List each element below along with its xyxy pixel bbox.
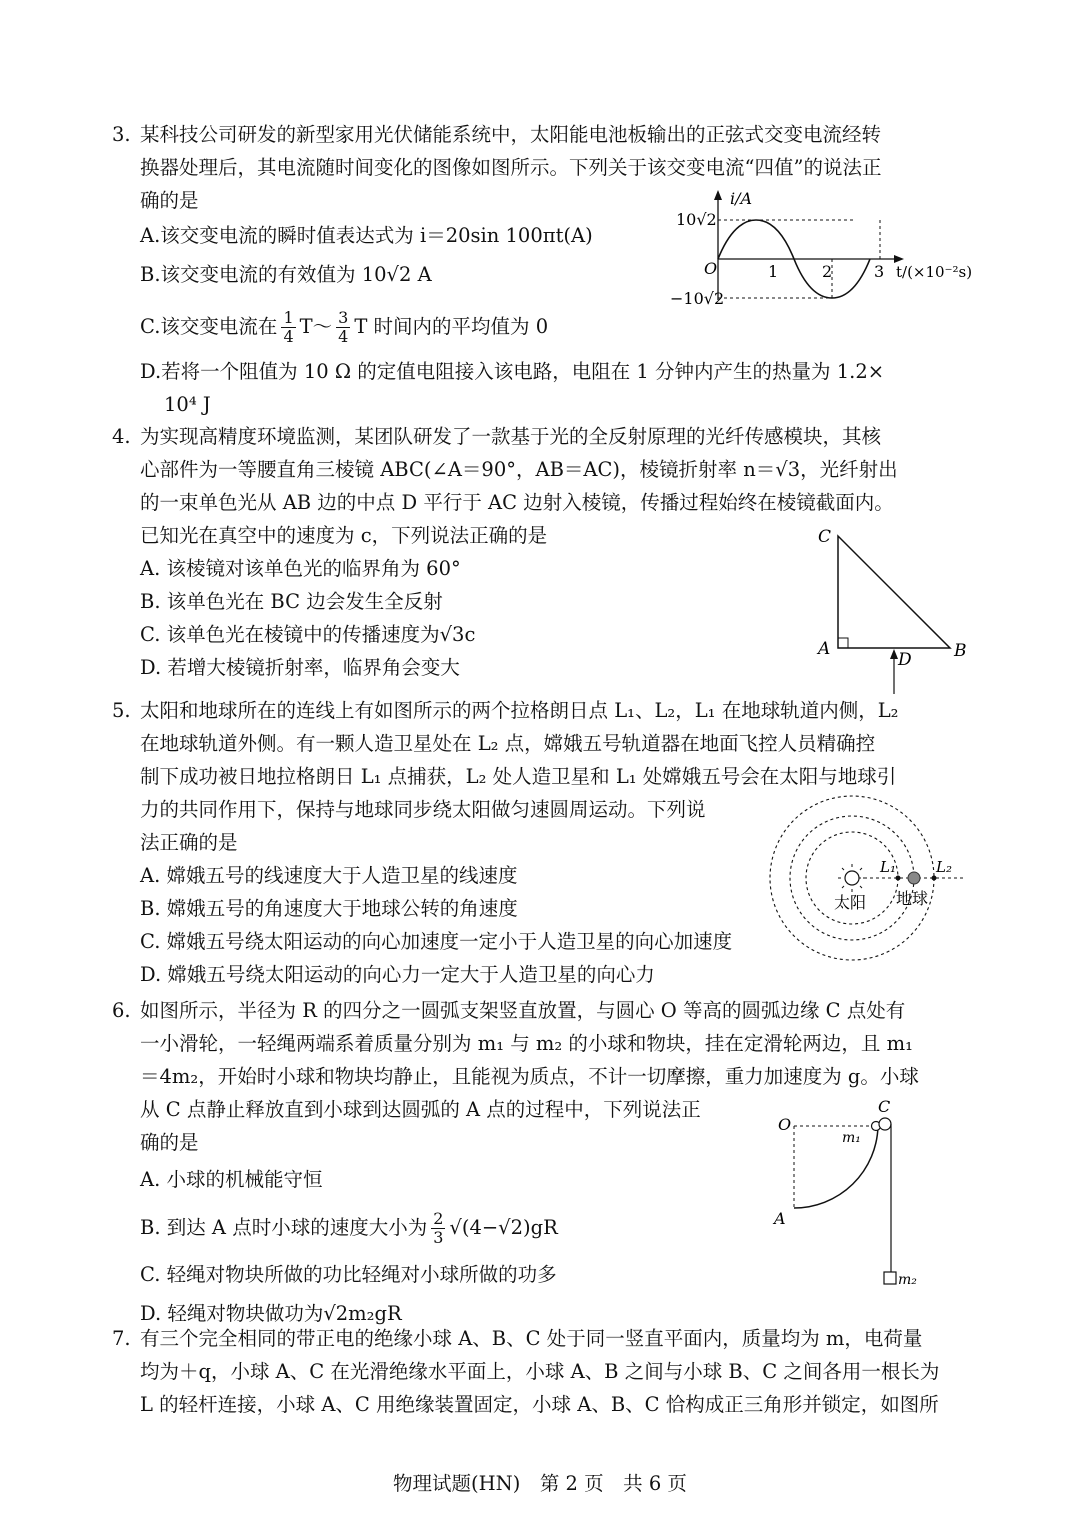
q6-stem-line-2: 一小滑轮，一轻绳两端系着质量分别为 m₁ 与 m₂ 的小球和物块，挂在定滑轮两边，且 m₁ [140, 1032, 913, 1055]
page-footer: 物理试题(HN) 第 2 页 共 6 页 [393, 1472, 687, 1495]
label-d: D [898, 650, 912, 670]
q3-option-a: A.该交变电流的瞬时值表达式为 i＝20sin 100πt(A) [140, 224, 593, 247]
l2-point [932, 876, 937, 881]
q4-option-b: B. 该单色光在 BC 边会发生全反射 [140, 590, 443, 613]
q7-stem-line-3: L 的轻杆连接，小球 A、C 用绝缘装置固定，小球 A、B、C 恰构成正三角形并锁定，如图所 [140, 1393, 939, 1416]
q5-option-d: D. 嫦娥五号绕太阳运动的向心力一定大于人造卫星的向心力 [140, 963, 655, 986]
q6-option-b: B. 到达 A 点时小球的速度大小为 $\frac{2}{3}$ √(4−√2)gR [140, 1209, 558, 1247]
q6-number: 6. [112, 999, 131, 1022]
light-ray-arrow [890, 649, 898, 659]
q4-option-a: A. 该棱镜对该单色光的临界角为 60° [140, 557, 461, 580]
tick-2: 2 [822, 262, 833, 281]
q4-option-d: D. 若增大棱镜折射率，临界角会变大 [140, 656, 460, 679]
q5-option-b: B. 嫦娥五号的角速度大于地球公转的角速度 [140, 897, 518, 920]
q4-stem-line-1: 4. 为实现高精度环境监测，某团队研发了一款基于光的全反射原理的光纤传感模块，其核 [112, 420, 974, 453]
q4-stem-line-2: 心部件为一等腰直角三棱镜 ABC(∠A＝90°，AB＝AC)，棱镜折射率 n＝√3，光纤射出 [140, 458, 898, 481]
quarter-arc [794, 1126, 878, 1208]
y-axis-arrow [714, 190, 722, 200]
q6-stem-line-3: ＝4m₂，开始时小球和物块均静止，且能视为质点，不计一切摩擦，重力加速度为 g。小球 [140, 1065, 919, 1088]
sun-icon [845, 871, 859, 885]
q7-stem-line-2: 均为＋q，小球 A、C 在光滑绝缘水平面上，小球 A、B 之间与小球 B、C 之间各用一根长为 [140, 1360, 940, 1383]
origin-label: O [704, 259, 718, 278]
tick-3: 3 [874, 262, 885, 281]
q3-option-d-line-1: D.若将一个阻值为 10 Ω 的定值电阻接入该电路，电阻在 1 分钟内产生的热量为 1.2× [140, 360, 885, 383]
q5-orbit-figure [768, 792, 968, 962]
block-m2 [884, 1272, 896, 1284]
label-c: C [818, 527, 832, 547]
label-a: A [774, 1209, 786, 1228]
q6-option-d: D. 轻绳对物块做功为√2m₂gR [140, 1302, 402, 1325]
q6-stem-line-5: 确的是 [140, 1131, 199, 1154]
y-axis-label: i/A [730, 189, 753, 208]
q3-option-b: B.该交变电流的有效值为 10√2 A [140, 263, 432, 286]
q5-stem-line-4: 力的共同作用下，保持与地球同步绕太阳做匀速圆周运动。下列说 [140, 798, 706, 821]
label-a: A [818, 639, 831, 659]
q7-number: 7. [112, 1327, 131, 1350]
earth-icon [908, 872, 920, 884]
l1-point [896, 876, 901, 881]
q5-number: 5. [112, 699, 131, 722]
q5-option-a: A. 嫦娥五号的线速度大于人造卫星的线速度 [140, 864, 518, 887]
fraction-two-thirds: $\frac{2}{3}$ [433, 1209, 444, 1247]
fraction-three-quarter: $\frac{3}{4}$ [338, 308, 349, 346]
pulley-icon [879, 1118, 891, 1130]
q6-stem-line-1: 6. 如图所示，半径为 R 的四分之一圆弧支架竖直放置，与圆心 O 等高的圆弧边缘 C 点处有 [112, 994, 974, 1027]
q5-stem-line-1: 5. 太阳和地球所在的连线上有如图所示的两个拉格朗日点 L₁、L₂，L₁ 在地球轨道内侧，L₂ [112, 694, 974, 727]
q7-stem-line-1: 7. 有三个完全相同的带正电的绝缘小球 A、B、C 处于同一竖直平面内，质量均为 m，电荷量 [112, 1322, 974, 1355]
x-axis-label: t/(×10⁻²s) [896, 263, 973, 281]
right-angle-mark [838, 638, 848, 648]
q6-option-a: A. 小球的机械能守恒 [140, 1168, 323, 1191]
label-b: B [954, 641, 967, 661]
q4-option-c: C. 该单色光在棱镜中的传播速度为√3c [140, 623, 476, 646]
q6-arc-figure [770, 1096, 950, 1296]
q5-stem-line-2: 在地球轨道外侧。有一颗人造卫星处在 L₂ 点，嫦娥五号轨道器在地面飞控人员精确控 [140, 732, 876, 755]
label-c: C [878, 1097, 891, 1116]
sun-label: 太阳 [834, 893, 867, 912]
q5-option-c: C. 嫦娥五号绕太阳运动的向心加速度一定小于人造卫星的向心加速度 [140, 930, 733, 953]
fraction-quarter: $\frac{1}{4}$ [283, 308, 294, 346]
label-m1: m₁ [842, 1130, 861, 1146]
q3-stem-line-2: 换器处理后，其电流随时间变化的图像如图所示。下列关于该交变电流“四值”的说法正 [140, 156, 882, 179]
q6-option-c: C. 轻绳对物块所做的功比轻绳对小球所做的功多 [140, 1263, 557, 1286]
y-max-label: 10√2 [676, 210, 717, 229]
l1-label: L₁ [880, 858, 896, 876]
q3-option-c: C.该交变电流在 $\frac{1}{4}$ T～ $\frac{3}{4}$ T 时间内的平均值为 0 [140, 308, 549, 346]
label-o: O [778, 1115, 792, 1134]
y-min-label: −10√2 [670, 289, 725, 308]
q5-stem-line-5: 法正确的是 [140, 831, 238, 854]
q4-number: 4. [112, 425, 131, 448]
tick-1: 1 [768, 262, 779, 281]
q3-option-d-line-2: 10⁴ J [164, 393, 211, 416]
question-7 [112, 1322, 974, 1421]
prism-triangle [838, 536, 950, 648]
q6-stem-line-4: 从 C 点静止释放直到小球到达圆弧的 A 点的过程中，下列说法正 [140, 1098, 701, 1121]
q3-stem-line-1: 3. 某科技公司研发的新型家用光伏储能系统中，太阳能电池板输出的正弦式交变电流经转 [112, 118, 974, 151]
q4-prism-figure [812, 524, 982, 704]
q4-stem-line-4: 已知光在真空中的速度为 c，下列说法正确的是 [140, 524, 548, 547]
x-axis-arrow [894, 255, 904, 263]
l2-label: L₂ [936, 858, 952, 876]
q3-stem-line-3: 确的是 [140, 189, 199, 212]
q3-current-graph [670, 188, 973, 328]
q5-stem-line-3: 制下成功被日地拉格朗日 L₁ 点捕获，L₂ 处人造卫星和 L₁ 处嫦娥五号会在太阳与地球引 [140, 765, 897, 788]
q3-number: 3. [112, 123, 131, 146]
earth-label: 地球 [896, 889, 929, 908]
label-m2: m₂ [898, 1272, 917, 1288]
q4-stem-line-3: 的一束单色光从 AB 边的中点 D 平行于 AC 边射入棱镜，传播过程始终在棱镜截面内。 [140, 491, 894, 514]
